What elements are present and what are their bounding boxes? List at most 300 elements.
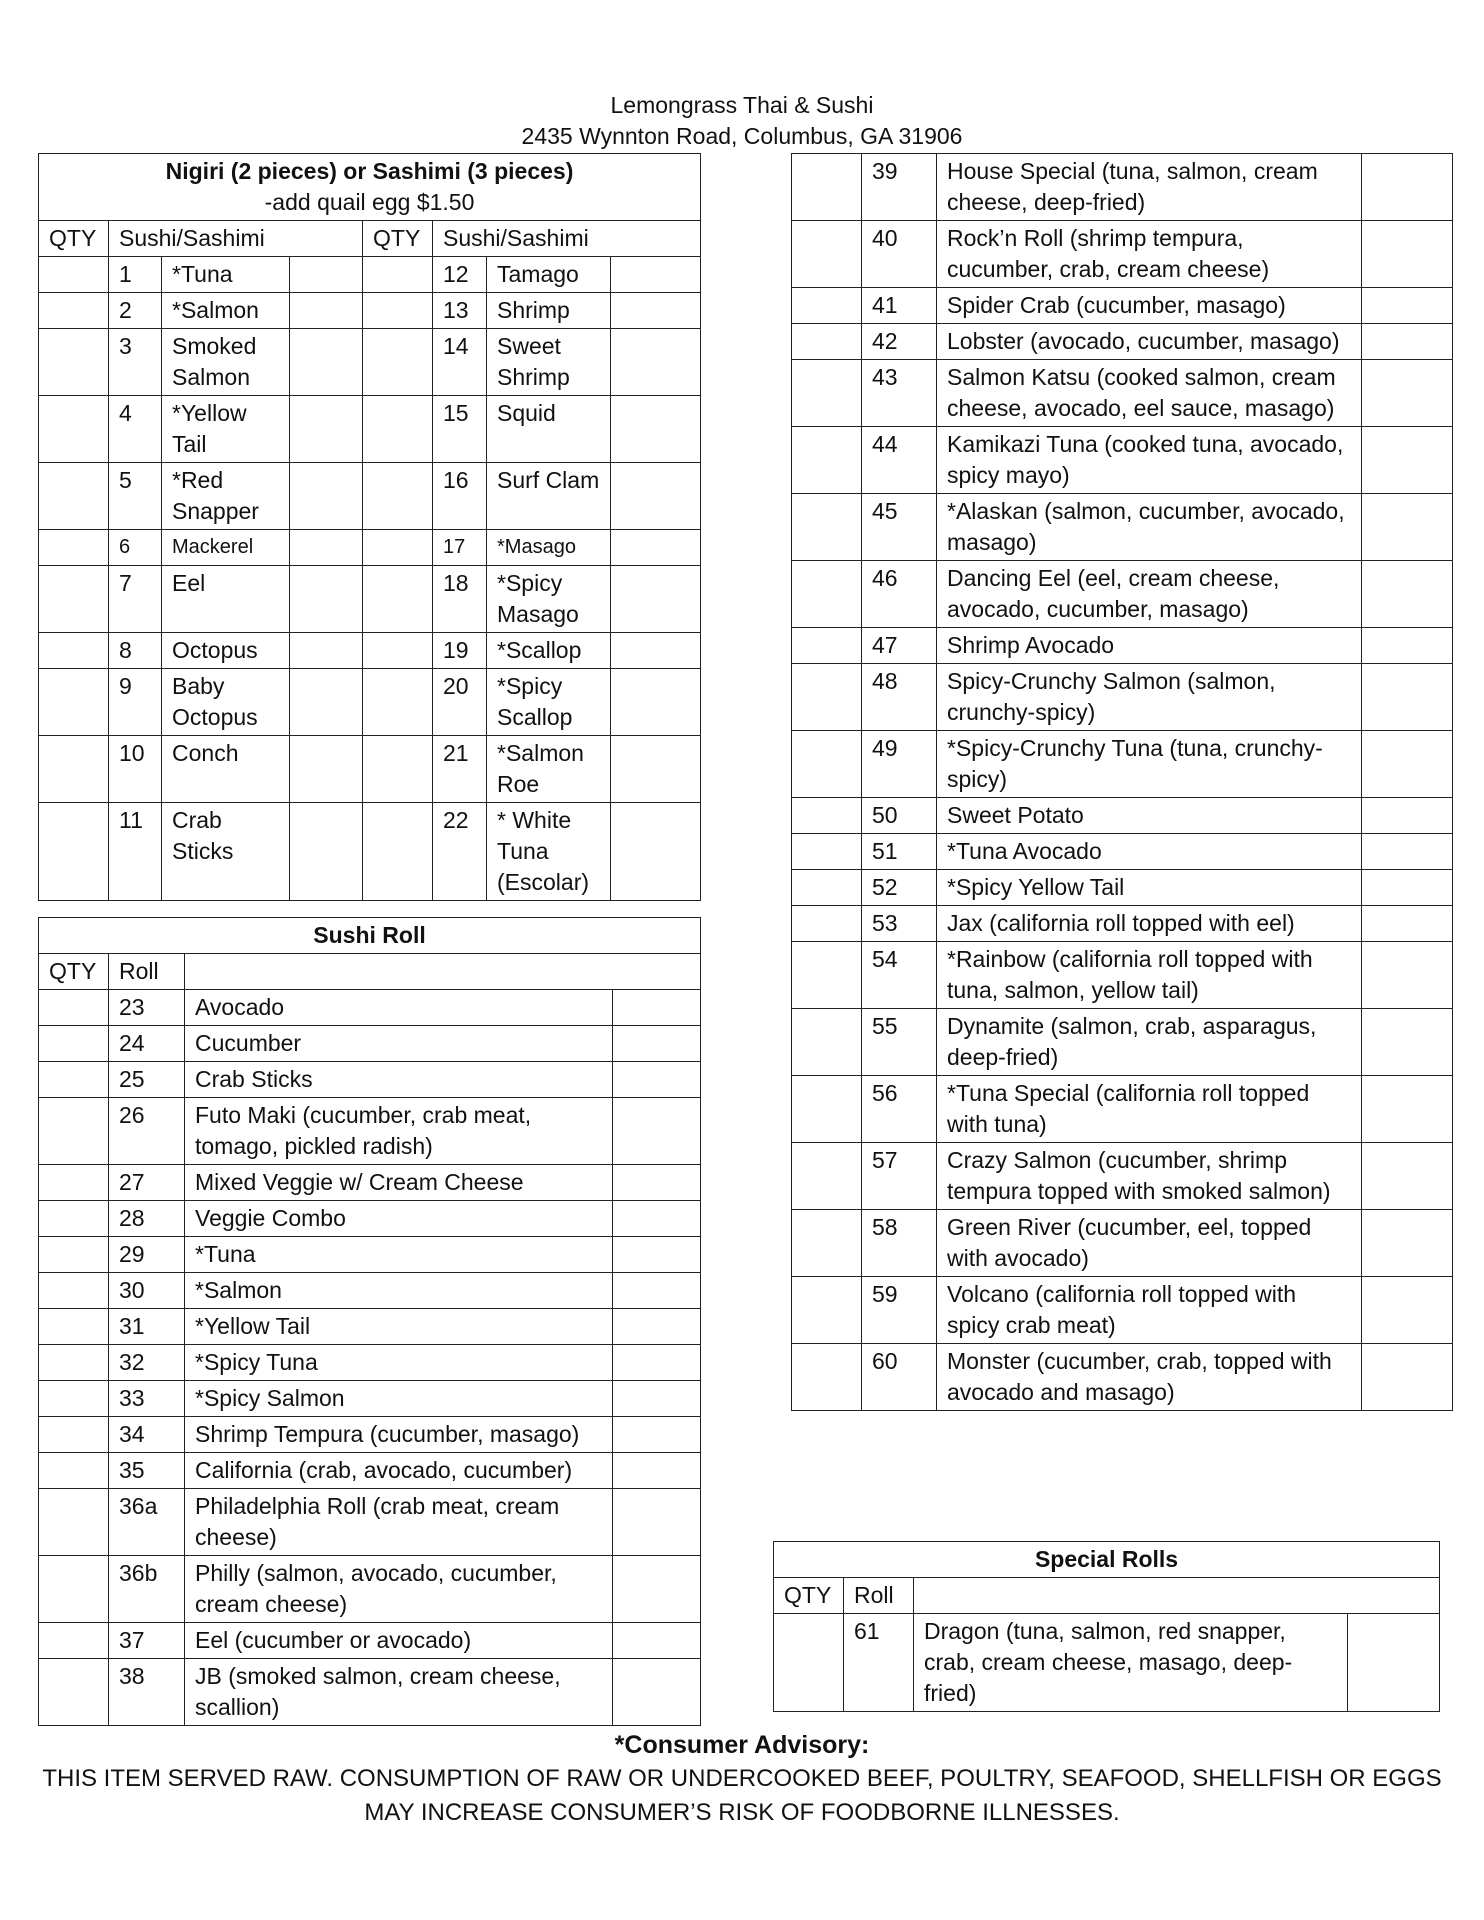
- item-number: 14: [433, 329, 487, 396]
- item-number: 3: [109, 329, 162, 396]
- qty-cell[interactable]: [1362, 1076, 1453, 1143]
- qty-cell[interactable]: [290, 329, 363, 396]
- table-row: [792, 834, 1453, 870]
- qty-cell[interactable]: [363, 530, 433, 566]
- roll-description: Volcano (california roll topped with spicy crab meat): [937, 1277, 1362, 1344]
- qty-cell[interactable]: [792, 906, 862, 942]
- roll-description: Crab Sticks: [185, 1062, 613, 1098]
- roll-number: 53: [862, 906, 937, 942]
- table-row: [39, 1659, 701, 1726]
- item-header: Sushi/Sashimi: [433, 221, 701, 257]
- roll-number: 25: [109, 1062, 185, 1098]
- roll-description: Veggie Combo: [185, 1201, 613, 1237]
- qty-cell[interactable]: [792, 1076, 862, 1143]
- sushi-roll-title: Sushi Roll: [39, 918, 701, 954]
- qty-cell[interactable]: [611, 669, 701, 736]
- table-row: [39, 1489, 701, 1556]
- table-row: [39, 257, 701, 293]
- qty-cell[interactable]: [39, 1273, 109, 1309]
- qty-cell[interactable]: [1362, 561, 1453, 628]
- table-row: [792, 360, 1453, 427]
- roll-description: Sweet Potato: [937, 798, 1362, 834]
- table-row: [792, 427, 1453, 494]
- roll-description: Eel (cucumber or avocado): [185, 1623, 613, 1659]
- qty-cell[interactable]: [611, 396, 701, 463]
- item-name: Surf Clam: [487, 463, 611, 530]
- qty-cell[interactable]: [1362, 834, 1453, 870]
- item-name: Eel: [162, 566, 290, 633]
- table-row: [792, 221, 1453, 288]
- item-name: *Salmon Roe: [487, 736, 611, 803]
- consumer-advisory: [0, 1728, 1484, 1830]
- table-row: [792, 561, 1453, 628]
- item-name: *Masago: [487, 530, 611, 566]
- item-number: 13: [433, 293, 487, 329]
- special-rolls-title: Special Rolls: [774, 1542, 1440, 1578]
- qty-cell[interactable]: [774, 1614, 844, 1712]
- table-row: [792, 1210, 1453, 1277]
- sushi-roll-table: [38, 917, 701, 1726]
- qty-cell[interactable]: [1362, 628, 1453, 664]
- qty-cell[interactable]: [39, 1201, 109, 1237]
- roll-number: 47: [862, 628, 937, 664]
- roll-number: 50: [862, 798, 937, 834]
- roll-number: 23: [109, 990, 185, 1026]
- table-row: [39, 736, 701, 803]
- roll-number: 42: [862, 324, 937, 360]
- table-row: [792, 664, 1453, 731]
- item-name: Smoked Salmon: [162, 329, 290, 396]
- qty-cell[interactable]: [39, 293, 109, 329]
- item-name: Squid: [487, 396, 611, 463]
- qty-header: QTY: [363, 221, 433, 257]
- roll-number: 29: [109, 1237, 185, 1273]
- qty-cell[interactable]: [39, 990, 109, 1026]
- qty-cell[interactable]: [1362, 324, 1453, 360]
- qty-header: QTY: [774, 1578, 844, 1614]
- table-row: [792, 494, 1453, 561]
- item-number: 2: [109, 293, 162, 329]
- item-number: 1: [109, 257, 162, 293]
- qty-cell[interactable]: [39, 1417, 109, 1453]
- qty-header: QTY: [39, 221, 109, 257]
- qty-cell[interactable]: [613, 1165, 701, 1201]
- nigiri-subtitle: -add quail egg $1.50: [264, 189, 475, 215]
- qty-cell[interactable]: [613, 1489, 701, 1556]
- roll-description: Avocado: [185, 990, 613, 1026]
- qty-cell[interactable]: [39, 566, 109, 633]
- roll-number: 28: [109, 1201, 185, 1237]
- qty-cell[interactable]: [1362, 870, 1453, 906]
- qty-cell[interactable]: [613, 1417, 701, 1453]
- roll-number: 51: [862, 834, 937, 870]
- qty-cell[interactable]: [1348, 1614, 1440, 1712]
- table-row: [792, 798, 1453, 834]
- roll-number: 55: [862, 1009, 937, 1076]
- roll-description: Crazy Salmon (cucumber, shrimp tempura topped with smoked salmon): [937, 1143, 1362, 1210]
- item-number: 7: [109, 566, 162, 633]
- table-row: [774, 1614, 1440, 1712]
- qty-cell[interactable]: [613, 1623, 701, 1659]
- table-row: [39, 1345, 701, 1381]
- table-row: [39, 1165, 701, 1201]
- item-number: 18: [433, 566, 487, 633]
- qty-cell[interactable]: [290, 669, 363, 736]
- item-name: Tamago: [487, 257, 611, 293]
- qty-cell[interactable]: [39, 530, 109, 566]
- qty-cell[interactable]: [792, 427, 862, 494]
- qty-cell[interactable]: [39, 1381, 109, 1417]
- item-name: * White Tuna (Escolar): [487, 803, 611, 901]
- item-name: *Yellow Tail: [162, 396, 290, 463]
- qty-cell[interactable]: [792, 1009, 862, 1076]
- roll-number: 40: [862, 221, 937, 288]
- item-number: 15: [433, 396, 487, 463]
- qty-cell[interactable]: [1362, 427, 1453, 494]
- item-name: *Spicy Masago: [487, 566, 611, 633]
- item-name: Shrimp: [487, 293, 611, 329]
- qty-cell[interactable]: [1362, 906, 1453, 942]
- qty-cell[interactable]: [611, 329, 701, 396]
- qty-cell[interactable]: [792, 1210, 862, 1277]
- qty-cell[interactable]: [290, 293, 363, 329]
- qty-cell[interactable]: [363, 566, 433, 633]
- qty-cell[interactable]: [613, 1201, 701, 1237]
- roll-description: Dancing Eel (eel, cream cheese, avocado, cucumber, masago): [937, 561, 1362, 628]
- table-row: [792, 154, 1453, 221]
- qty-cell[interactable]: [1362, 942, 1453, 1009]
- qty-cell[interactable]: [613, 1062, 701, 1098]
- roll-description: *Salmon: [185, 1273, 613, 1309]
- qty-cell[interactable]: [363, 736, 433, 803]
- roll-description: Dragon (tuna, salmon, red snapper, crab, cream cheese, masago, deep-fried): [914, 1614, 1348, 1712]
- qty-cell[interactable]: [363, 463, 433, 530]
- table-row: [39, 1453, 701, 1489]
- qty-cell[interactable]: [39, 736, 109, 803]
- table-row: [39, 1623, 701, 1659]
- qty-cell[interactable]: [39, 1098, 109, 1165]
- table-row: [39, 396, 701, 463]
- qty-cell[interactable]: [39, 669, 109, 736]
- table-row: [792, 324, 1453, 360]
- roll-description: Shrimp Tempura (cucumber, masago): [185, 1417, 613, 1453]
- qty-cell[interactable]: [613, 1345, 701, 1381]
- table-row: [39, 293, 701, 329]
- roll-description: Spicy-Crunchy Salmon (salmon, crunchy-spicy): [937, 664, 1362, 731]
- table-row: [39, 566, 701, 633]
- qty-cell[interactable]: [290, 257, 363, 293]
- qty-cell[interactable]: [792, 1143, 862, 1210]
- qty-cell[interactable]: [613, 1026, 701, 1062]
- qty-cell[interactable]: [39, 1659, 109, 1726]
- qty-cell[interactable]: [39, 1345, 109, 1381]
- qty-cell[interactable]: [613, 1381, 701, 1417]
- item-number: 21: [433, 736, 487, 803]
- table-row: [792, 906, 1453, 942]
- qty-cell[interactable]: [39, 1489, 109, 1556]
- table-row: [39, 803, 701, 901]
- qty-cell[interactable]: [611, 530, 701, 566]
- qty-cell[interactable]: [792, 494, 862, 561]
- table-row: [792, 1076, 1453, 1143]
- qty-cell[interactable]: [792, 798, 862, 834]
- qty-cell[interactable]: [1362, 1009, 1453, 1076]
- roll-description: *Yellow Tail: [185, 1309, 613, 1345]
- table-row: [792, 1344, 1453, 1411]
- table-row: [39, 1273, 701, 1309]
- table-row: [792, 1143, 1453, 1210]
- item-name: *Salmon: [162, 293, 290, 329]
- qty-cell[interactable]: [290, 566, 363, 633]
- table-row: [39, 1417, 701, 1453]
- item-number: 11: [109, 803, 162, 901]
- qty-cell[interactable]: [792, 154, 862, 221]
- qty-cell[interactable]: [363, 329, 433, 396]
- table-row: [39, 329, 701, 396]
- roll-number: 26: [109, 1098, 185, 1165]
- qty-cell[interactable]: [1362, 154, 1453, 221]
- qty-cell[interactable]: [792, 628, 862, 664]
- qty-cell[interactable]: [1362, 798, 1453, 834]
- qty-cell[interactable]: [611, 257, 701, 293]
- roll-header-blank: [185, 954, 701, 990]
- qty-cell[interactable]: [792, 324, 862, 360]
- table-row: [39, 669, 701, 736]
- qty-cell[interactable]: [1362, 664, 1453, 731]
- roll-description: *Spicy-Crunchy Tuna (tuna, crunchy-spicy): [937, 731, 1362, 798]
- qty-cell[interactable]: [1362, 288, 1453, 324]
- table-row: [39, 463, 701, 530]
- roll-description: *Tuna Avocado: [937, 834, 1362, 870]
- qty-cell[interactable]: [611, 463, 701, 530]
- roll-description: Philly (salmon, avocado, cucumber, cream cheese): [185, 1556, 613, 1623]
- nigiri-table: [38, 153, 701, 901]
- table-row: [792, 942, 1453, 1009]
- roll-number: 49: [862, 731, 937, 798]
- qty-cell[interactable]: [1362, 1277, 1453, 1344]
- roll-number: 57: [862, 1143, 937, 1210]
- qty-cell[interactable]: [792, 221, 862, 288]
- item-number: 4: [109, 396, 162, 463]
- qty-cell[interactable]: [39, 1026, 109, 1062]
- qty-cell[interactable]: [792, 942, 862, 1009]
- nigiri-title: Nigiri (2 pieces) or Sashimi (3 pieces): [165, 158, 574, 184]
- qty-cell[interactable]: [39, 633, 109, 669]
- qty-cell[interactable]: [363, 669, 433, 736]
- qty-cell[interactable]: [1362, 1344, 1453, 1411]
- qty-cell[interactable]: [1362, 221, 1453, 288]
- table-row: [39, 1026, 701, 1062]
- qty-cell[interactable]: [39, 1453, 109, 1489]
- roll-description: Green River (cucumber, eel, topped with avocado): [937, 1210, 1362, 1277]
- roll-description: *Tuna Special (california roll topped with tuna): [937, 1076, 1362, 1143]
- roll-number: 59: [862, 1277, 937, 1344]
- qty-cell[interactable]: [611, 803, 701, 901]
- item-name: Crab Sticks: [162, 803, 290, 901]
- qty-cell[interactable]: [1362, 494, 1453, 561]
- item-name: Baby Octopus: [162, 669, 290, 736]
- qty-cell[interactable]: [39, 463, 109, 530]
- qty-cell[interactable]: [290, 736, 363, 803]
- item-name: *Red Snapper: [162, 463, 290, 530]
- advisory-title: *Consumer Advisory:: [614, 1731, 870, 1759]
- table-row: [792, 731, 1453, 798]
- roll-number: 58: [862, 1210, 937, 1277]
- roll-header: Roll: [109, 954, 185, 990]
- qty-cell[interactable]: [363, 633, 433, 669]
- qty-cell[interactable]: [290, 530, 363, 566]
- roll-number: 37: [109, 1623, 185, 1659]
- qty-cell[interactable]: [39, 1237, 109, 1273]
- table-row: [39, 1556, 701, 1623]
- roll-description: Spider Crab (cucumber, masago): [937, 288, 1362, 324]
- qty-cell[interactable]: [792, 870, 862, 906]
- roll-number: 61: [844, 1614, 914, 1712]
- qty-cell[interactable]: [613, 990, 701, 1026]
- table-row: [39, 530, 701, 566]
- qty-cell[interactable]: [792, 1277, 862, 1344]
- roll-description: Dynamite (salmon, crab, asparagus, deep-fried): [937, 1009, 1362, 1076]
- qty-cell[interactable]: [39, 1062, 109, 1098]
- item-name: Conch: [162, 736, 290, 803]
- table-row: [792, 1277, 1453, 1344]
- qty-cell[interactable]: [39, 329, 109, 396]
- qty-cell[interactable]: [1362, 360, 1453, 427]
- qty-header: QTY: [39, 954, 109, 990]
- table-row: [39, 1062, 701, 1098]
- table-row: [39, 633, 701, 669]
- qty-cell[interactable]: [363, 396, 433, 463]
- qty-cell[interactable]: [363, 803, 433, 901]
- qty-cell[interactable]: [792, 664, 862, 731]
- item-number: 19: [433, 633, 487, 669]
- roll-number: 44: [862, 427, 937, 494]
- item-name: Mackerel: [162, 530, 290, 566]
- qty-cell[interactable]: [792, 1344, 862, 1411]
- qty-cell[interactable]: [792, 834, 862, 870]
- qty-cell[interactable]: [613, 1309, 701, 1345]
- qty-cell[interactable]: [792, 561, 862, 628]
- qty-cell[interactable]: [611, 633, 701, 669]
- item-name: Octopus: [162, 633, 290, 669]
- item-name: *Tuna: [162, 257, 290, 293]
- item-number: 16: [433, 463, 487, 530]
- table-row: [39, 1381, 701, 1417]
- roll-number: 43: [862, 360, 937, 427]
- roll-number: 48: [862, 664, 937, 731]
- roll-description: Rock’n Roll (shrimp tempura, cucumber, crab, cream cheese): [937, 221, 1362, 288]
- roll-number: 34: [109, 1417, 185, 1453]
- qty-cell[interactable]: [39, 1309, 109, 1345]
- qty-cell[interactable]: [1362, 731, 1453, 798]
- item-name: *Scallop: [487, 633, 611, 669]
- qty-cell[interactable]: [39, 396, 109, 463]
- qty-cell[interactable]: [290, 803, 363, 901]
- qty-cell[interactable]: [613, 1453, 701, 1489]
- qty-cell[interactable]: [39, 257, 109, 293]
- qty-cell[interactable]: [613, 1556, 701, 1623]
- roll-number: 56: [862, 1076, 937, 1143]
- roll-number: 32: [109, 1345, 185, 1381]
- item-number: 22: [433, 803, 487, 901]
- qty-cell[interactable]: [290, 633, 363, 669]
- item-number: 17: [433, 530, 487, 566]
- qty-cell[interactable]: [611, 566, 701, 633]
- qty-cell[interactable]: [611, 736, 701, 803]
- roll-number: 35: [109, 1453, 185, 1489]
- qty-cell[interactable]: [792, 288, 862, 324]
- item-header: Sushi/Sashimi: [109, 221, 363, 257]
- roll-number: 33: [109, 1381, 185, 1417]
- roll-number: 45: [862, 494, 937, 561]
- table-row: [39, 1098, 701, 1165]
- roll-description: Kamikazi Tuna (cooked tuna, avocado, spicy mayo): [937, 427, 1362, 494]
- qty-cell[interactable]: [613, 1237, 701, 1273]
- qty-cell[interactable]: [611, 293, 701, 329]
- roll-number: 60: [862, 1344, 937, 1411]
- qty-cell[interactable]: [613, 1659, 701, 1726]
- roll-description: *Rainbow (california roll topped with tuna, salmon, yellow tail): [937, 942, 1362, 1009]
- roll-description: House Special (tuna, salmon, cream cheese, deep-fried): [937, 154, 1362, 221]
- item-number: 12: [433, 257, 487, 293]
- roll-description: Monster (cucumber, crab, topped with avocado and masago): [937, 1344, 1362, 1411]
- table-row: [792, 870, 1453, 906]
- roll-description: Futo Maki (cucumber, crab meat, tomago, pickled radish): [185, 1098, 613, 1165]
- roll-number: 46: [862, 561, 937, 628]
- table-row: [39, 1237, 701, 1273]
- item-number: 20: [433, 669, 487, 736]
- roll-description: Philadelphia Roll (crab meat, cream cheese): [185, 1489, 613, 1556]
- roll-number: 36a: [109, 1489, 185, 1556]
- qty-cell[interactable]: [363, 293, 433, 329]
- item-number: 9: [109, 669, 162, 736]
- roll-number: 30: [109, 1273, 185, 1309]
- qty-cell[interactable]: [792, 731, 862, 798]
- roll-number: 31: [109, 1309, 185, 1345]
- roll-number: 54: [862, 942, 937, 1009]
- table-row: [792, 288, 1453, 324]
- roll-description: *Tuna: [185, 1237, 613, 1273]
- qty-cell[interactable]: [363, 257, 433, 293]
- roll-description: *Spicy Salmon: [185, 1381, 613, 1417]
- qty-cell[interactable]: [39, 803, 109, 901]
- qty-cell[interactable]: [39, 1165, 109, 1201]
- qty-cell[interactable]: [1362, 1210, 1453, 1277]
- item-name: Sweet Shrimp: [487, 329, 611, 396]
- restaurant-name: Lemongrass Thai & Sushi: [610, 92, 874, 118]
- qty-cell[interactable]: [290, 396, 363, 463]
- nigiri-title-cell: [39, 154, 701, 221]
- qty-cell[interactable]: [290, 463, 363, 530]
- roll-description: *Spicy Tuna: [185, 1345, 613, 1381]
- qty-cell[interactable]: [39, 1556, 109, 1623]
- qty-cell[interactable]: [792, 360, 862, 427]
- item-number: 5: [109, 463, 162, 530]
- roll-description: Shrimp Avocado: [937, 628, 1362, 664]
- roll-number: 52: [862, 870, 937, 906]
- roll-header: Roll: [844, 1578, 914, 1614]
- roll-description: Cucumber: [185, 1026, 613, 1062]
- qty-cell[interactable]: [613, 1273, 701, 1309]
- advisory-text: THIS ITEM SERVED RAW. CONSUMPTION OF RAW OR UNDERCOOKED BEEF, POULTRY, SEAFOOD, SHELLFISH OR EGGS MAY INCREASE CONSUMER’S RISK OF FOODBORNE ILLNESSES.: [42, 1765, 1442, 1826]
- qty-cell[interactable]: [613, 1098, 701, 1165]
- item-number: 8: [109, 633, 162, 669]
- item-number: 10: [109, 736, 162, 803]
- qty-cell[interactable]: [39, 1623, 109, 1659]
- qty-cell[interactable]: [1362, 1143, 1453, 1210]
- roll-description: Jax (california roll topped with eel): [937, 906, 1362, 942]
- roll-description: California (crab, avocado, cucumber): [185, 1453, 613, 1489]
